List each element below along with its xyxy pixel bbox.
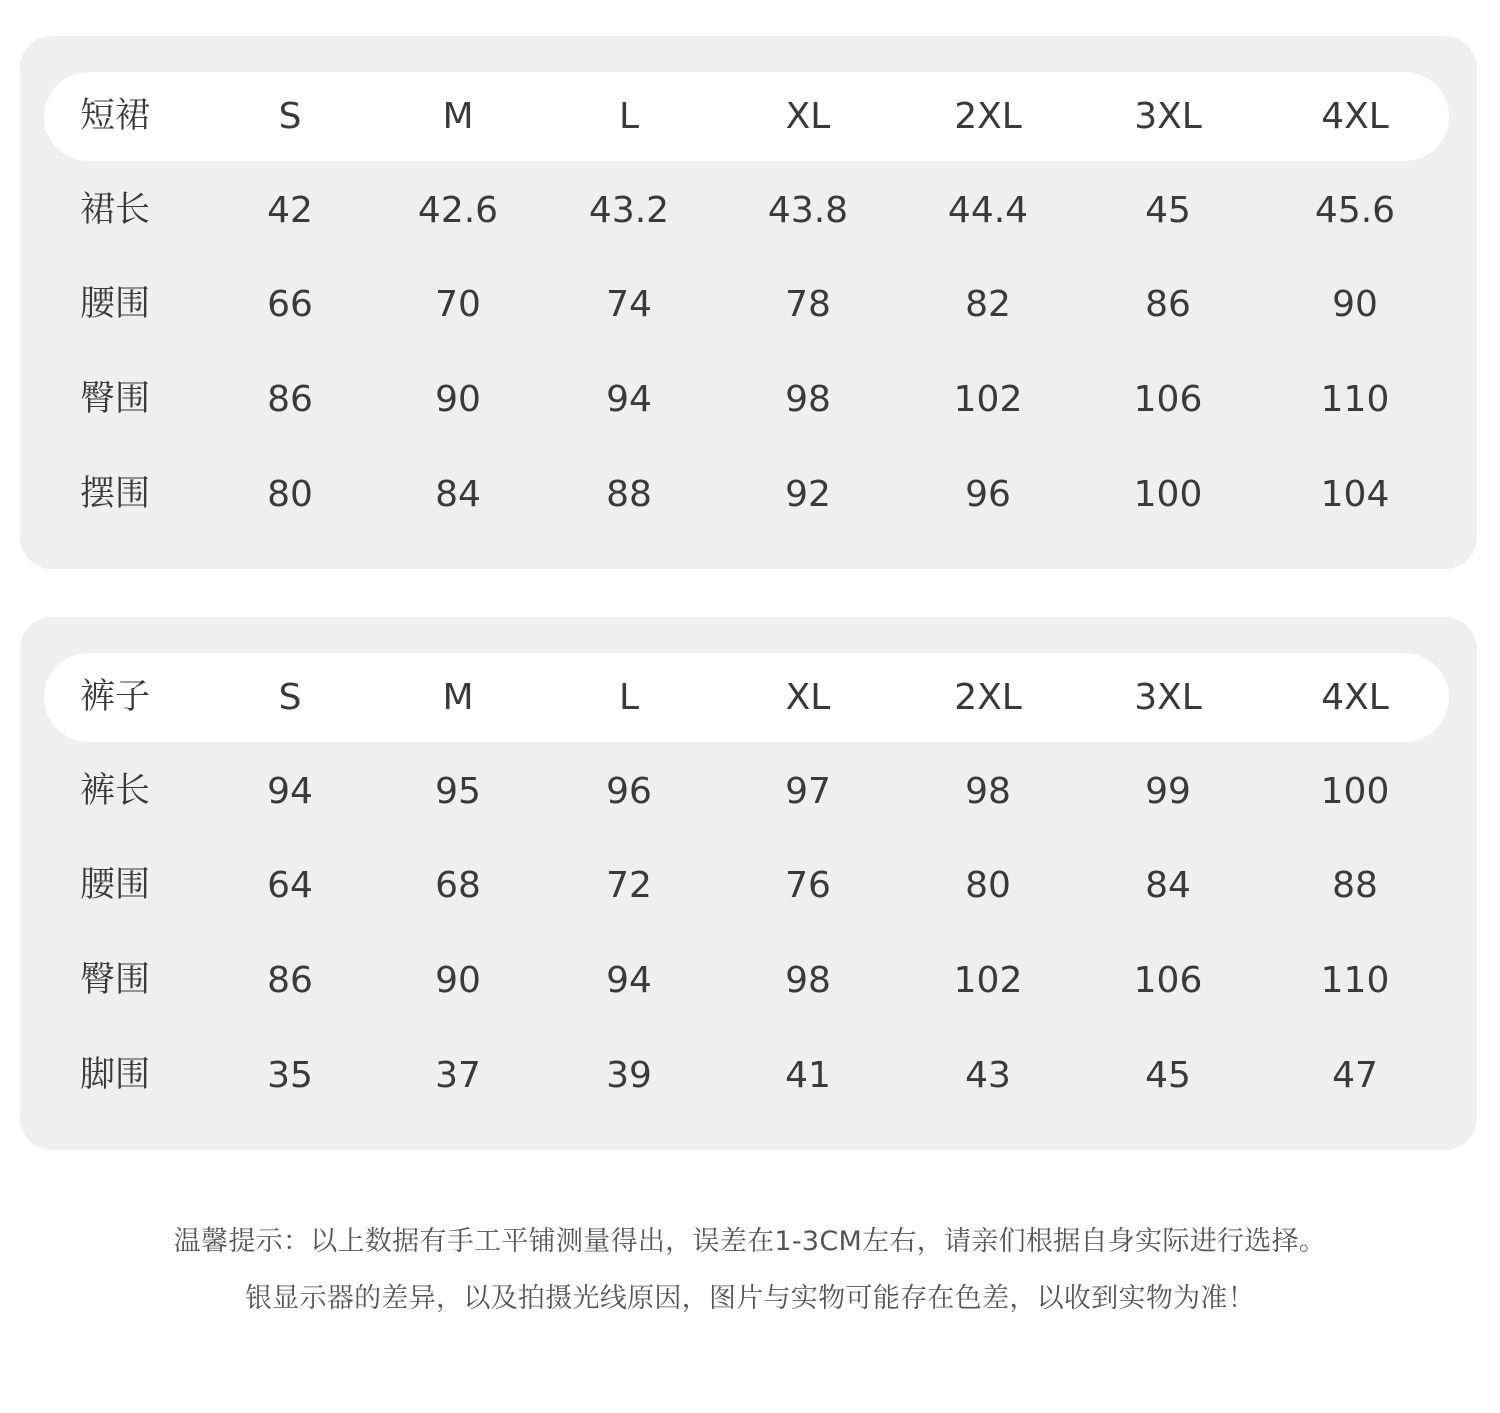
table-row bbox=[20, 747, 1477, 836]
table-cell: 88 bbox=[606, 474, 652, 515]
table-cell: 92 bbox=[785, 474, 831, 515]
table-row bbox=[20, 166, 1477, 255]
table-cell: 86 bbox=[267, 960, 313, 1001]
table-cell: 88 bbox=[1332, 865, 1378, 906]
table-cell: 100 bbox=[1133, 474, 1203, 515]
note-line-2: 银显示器的差异，以及拍摄光线原因，图片与实物可能存在色差，以收到实物为准！ bbox=[244, 1283, 1256, 1314]
table-cell: 86 bbox=[1145, 284, 1191, 325]
skirt-table-header-row bbox=[20, 72, 1477, 161]
table-cell: 45.6 bbox=[1314, 190, 1396, 231]
table-cell: 98 bbox=[965, 771, 1011, 812]
table-cell: 39 bbox=[606, 1055, 652, 1096]
size-header-xl: XL bbox=[785, 96, 831, 137]
table-cell: 42.6 bbox=[417, 190, 499, 231]
table-cell: 94 bbox=[267, 771, 313, 812]
table-cell: 66 bbox=[267, 284, 313, 325]
table-cell: 43.2 bbox=[588, 190, 670, 231]
table-cell: 97 bbox=[785, 771, 831, 812]
table-row bbox=[20, 355, 1477, 444]
table-row bbox=[20, 1031, 1477, 1120]
skirt-size-table bbox=[20, 36, 1477, 569]
table-cell: 43 bbox=[965, 1055, 1011, 1096]
size-header-s: S bbox=[278, 677, 302, 718]
table-cell: 80 bbox=[267, 474, 313, 515]
table-cell: 70 bbox=[435, 284, 481, 325]
table-cell: 96 bbox=[606, 771, 652, 812]
table-cell: 45 bbox=[1145, 190, 1191, 231]
table-cell: 90 bbox=[435, 960, 481, 1001]
table-cell: 102 bbox=[953, 379, 1023, 420]
table-cell: 76 bbox=[785, 865, 831, 906]
size-header-s: S bbox=[278, 96, 302, 137]
row-label: 脚围 bbox=[80, 1055, 151, 1095]
table-cell: 98 bbox=[785, 960, 831, 1001]
table-cell: 104 bbox=[1320, 474, 1390, 515]
table-cell: 106 bbox=[1133, 960, 1203, 1001]
pants-table-header-row bbox=[20, 653, 1477, 742]
table-cell: 35 bbox=[267, 1055, 313, 1096]
table-cell: 99 bbox=[1145, 771, 1191, 812]
row-label: 臀围 bbox=[80, 379, 151, 419]
size-header-4xl: 4XL bbox=[1321, 96, 1389, 137]
row-label: 臀围 bbox=[80, 960, 151, 1000]
size-header-m: M bbox=[442, 677, 474, 718]
table-cell: 68 bbox=[435, 865, 481, 906]
table-cell: 74 bbox=[606, 284, 652, 325]
pants-header-label: 裤子 bbox=[80, 677, 151, 717]
table-cell: 86 bbox=[267, 379, 313, 420]
table-cell: 95 bbox=[435, 771, 481, 812]
table-row bbox=[20, 260, 1477, 349]
table-cell: 82 bbox=[965, 284, 1011, 325]
table-cell: 106 bbox=[1133, 379, 1203, 420]
row-label: 摆围 bbox=[80, 474, 151, 514]
table-cell: 47 bbox=[1332, 1055, 1378, 1096]
row-label: 腰围 bbox=[80, 865, 151, 905]
table-row bbox=[20, 450, 1477, 539]
table-cell: 72 bbox=[606, 865, 652, 906]
table-cell: 80 bbox=[965, 865, 1011, 906]
size-header-3xl: 3XL bbox=[1134, 96, 1202, 137]
table-cell: 37 bbox=[435, 1055, 481, 1096]
size-header-l: L bbox=[618, 96, 640, 137]
size-header-2xl: 2XL bbox=[954, 96, 1022, 137]
table-cell: 98 bbox=[785, 379, 831, 420]
size-header-l: L bbox=[618, 677, 640, 718]
table-cell: 64 bbox=[267, 865, 313, 906]
table-cell: 78 bbox=[785, 284, 831, 325]
size-header-xl: XL bbox=[785, 677, 831, 718]
row-label: 腰围 bbox=[80, 284, 151, 324]
row-label: 裤长 bbox=[80, 771, 151, 811]
row-label: 裙长 bbox=[80, 190, 151, 230]
table-cell: 90 bbox=[1332, 284, 1378, 325]
table-cell: 42 bbox=[267, 190, 313, 231]
skirt-header-label: 短裙 bbox=[80, 96, 151, 136]
size-header-4xl: 4XL bbox=[1321, 677, 1389, 718]
table-cell: 43.8 bbox=[767, 190, 849, 231]
table-cell: 44.4 bbox=[947, 190, 1029, 231]
pants-size-table bbox=[20, 617, 1477, 1150]
table-cell: 45 bbox=[1145, 1055, 1191, 1096]
table-cell: 84 bbox=[435, 474, 481, 515]
table-cell: 102 bbox=[953, 960, 1023, 1001]
size-header-m: M bbox=[442, 96, 474, 137]
size-header-3xl: 3XL bbox=[1134, 677, 1202, 718]
table-cell: 110 bbox=[1320, 960, 1390, 1001]
table-cell: 41 bbox=[785, 1055, 831, 1096]
size-header-2xl: 2XL bbox=[954, 677, 1022, 718]
table-cell: 110 bbox=[1320, 379, 1390, 420]
table-row bbox=[20, 841, 1477, 930]
table-row bbox=[20, 936, 1477, 1025]
table-cell: 84 bbox=[1145, 865, 1191, 906]
measurement-notes bbox=[0, 1213, 1500, 1327]
note-line-1: 温馨提示：以上数据有手工平铺测量得出，误差在1-3CM左右，请亲们根据自身实际进行选择。 bbox=[173, 1226, 1327, 1257]
table-cell: 94 bbox=[606, 960, 652, 1001]
table-cell: 90 bbox=[435, 379, 481, 420]
table-cell: 100 bbox=[1320, 771, 1390, 812]
table-cell: 94 bbox=[606, 379, 652, 420]
table-cell: 96 bbox=[965, 474, 1011, 515]
